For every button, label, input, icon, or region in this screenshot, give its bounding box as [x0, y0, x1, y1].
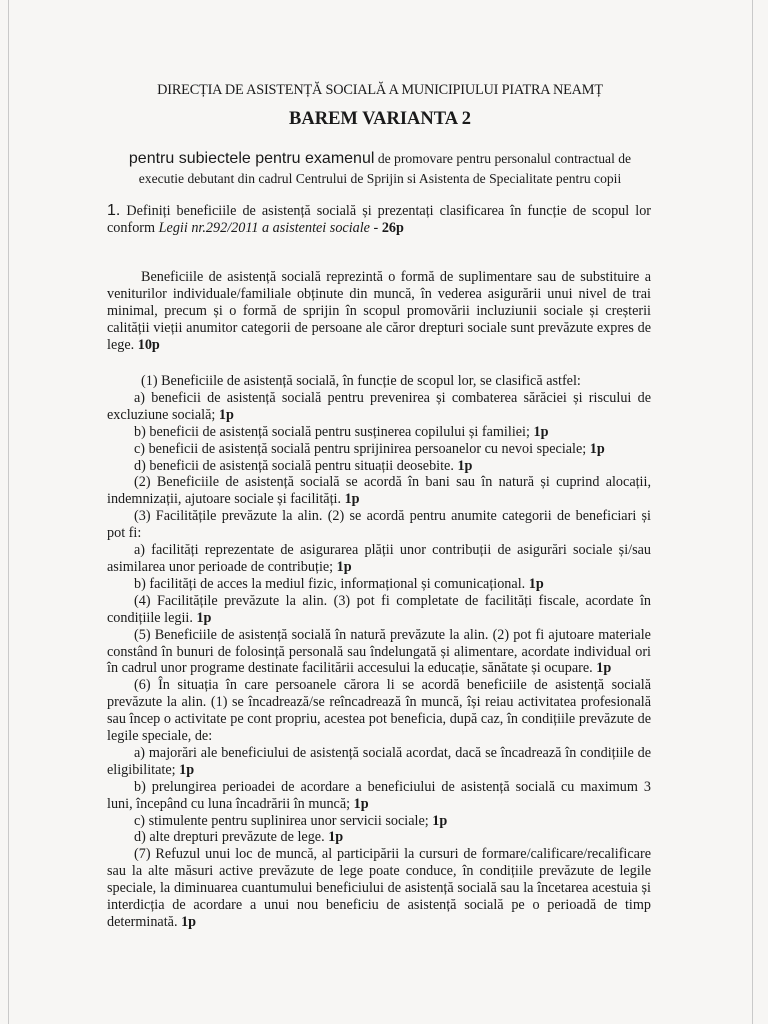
list-line-text: c) beneficii de asistență socială pentru sprijinirea persoanelor cu nevoi speciale;: [134, 440, 587, 457]
list-line: [107, 390, 651, 407]
list-line: [107, 677, 651, 694]
intro-line: minimal, precum și o formă de sprijin în scopul promovării incluziunii sociale și creșterii: [107, 302, 651, 319]
list-line-text: excluziune socială;: [107, 406, 216, 423]
list-line-text: prevăzute la alin. (1) se încadrează/se reîncadrează în muncă, își reiau activitatea profesională: [107, 694, 651, 711]
scan-edge-right: [752, 0, 753, 1024]
list-line-text: d) alte drepturi prevăzute de lege.: [134, 829, 325, 846]
list-line: [107, 424, 651, 441]
subtitle-line2: executie debutant din cadrul Centrului de Sprijin si Asistenta de Specialitate pentru copii: [138, 171, 622, 186]
intro-line: veniturilor individuale/familiale obținute din muncă, în vederea asigurării unui nivel de trai: [107, 285, 651, 302]
list-line: [107, 897, 651, 914]
institution-header: DIRECȚIA DE ASISTENȚĂ SOCIALĂ A MUNICIPIULUI PIATRA NEAMȚ: [157, 82, 603, 98]
list-line: [107, 559, 651, 576]
list-line-text: b) facilități de acces la mediul fizic, informațional și comunicațional.: [134, 575, 526, 592]
list-line: [107, 863, 651, 880]
list-line-text: b) prelungirea perioadei de acordare a beneficiului de asistență socială cu maximum 3: [134, 778, 651, 795]
list-line: [107, 441, 651, 458]
list-line-text: (6) În situația în care persoanele cărora li se acordă beneficiile de asistență socială: [134, 677, 651, 694]
points-label: 1p: [589, 440, 605, 457]
list-line-text: d) beneficii de asistență socială pentru situații deosebite.: [134, 457, 454, 474]
list-line: [107, 880, 651, 897]
question-points: 26p: [381, 219, 404, 236]
list-line: [107, 796, 651, 813]
list-line-text: (3) Facilitățile prevăzute la alin. (2) se acordă pentru anumite categorii de beneficiari și: [134, 508, 651, 525]
list-line-text: legile speciale, de:: [107, 728, 213, 745]
list-line-text: condițiile legii.: [107, 609, 193, 626]
list-line-text: (7) Refuzul unui loc de muncă, al participării la cursuri de formare/calificare/recalificare: [134, 846, 651, 863]
subtitle-part2: de promovare pentru personalul contractual de: [377, 151, 632, 166]
list-line-text: luni, începând cu luna încadrării în muncă;: [107, 795, 351, 812]
list-line: [107, 407, 651, 424]
points-label: 1p: [533, 423, 549, 440]
question-text: Definiți beneficiile de asistență socială și prezentați clasificarea în funcție de scopul lor: [126, 203, 652, 219]
list-line: [107, 711, 651, 728]
list-line: [107, 525, 651, 542]
list-line-text: a) facilități reprezentate de asigurarea plății unor contribuții de asigurări sociale și/sau: [134, 542, 651, 559]
points-label: 1p: [432, 812, 448, 829]
points-label: 1p: [181, 914, 197, 930]
list-line-text: (4) Facilitățile prevăzute la alin. (3) pot fi completate de facilități fiscale, acordate în: [134, 592, 651, 609]
list-line: [107, 593, 651, 610]
list-line: [107, 829, 651, 846]
list-line-text: b) beneficii de asistență socială pentru susținerea copilului și familiei;: [134, 423, 530, 440]
list-line: [107, 627, 651, 644]
points-label: 1p: [196, 609, 212, 626]
list-line-text: pot fi:: [107, 525, 142, 542]
scan-edge-left: [8, 0, 9, 1024]
list-line: [107, 542, 651, 559]
list-line: [107, 458, 651, 475]
points-label: 1p: [336, 558, 352, 575]
points-label: 1p: [353, 795, 369, 812]
intro-line: Beneficiile de asistență socială reprezintă o formă de suplimentare sau de substituire a: [141, 269, 651, 285]
document-subtitle: [100, 149, 660, 189]
question-sep: -: [373, 219, 379, 236]
list-line: [107, 491, 651, 508]
list-line: [107, 373, 651, 390]
question-law: Legii nr.292/2011 a asistentei sociale: [158, 219, 370, 236]
list-line-text: indemnizații, ajutoare sociale și facilități.: [107, 491, 342, 508]
classification-list: [107, 373, 651, 931]
list-line-text: asimilarea unor perioade de contribuție;: [107, 558, 334, 575]
list-line: [107, 694, 651, 711]
list-line-text: speciale, la diminuarea cuantumului beneficiului de asistență socială sau la încetarea acestuia și: [107, 880, 651, 897]
list-line-text: (1) Beneficiile de asistență socială, în funcție de scopul lor, se clasifică astfel:: [141, 373, 581, 389]
list-line-text: sau încep o activitate pe cont propriu, acestea pot beneficia, după caz, în condițiile prevăzute de: [107, 711, 651, 728]
points-label: 1p: [218, 406, 234, 423]
list-line: [107, 779, 651, 796]
list-line-text: a) majorări ale beneficiului de asistență socială acordat, dacă se încadrează în condițiile de: [134, 744, 651, 761]
document-title: BAREM VARIANTA 2: [289, 109, 471, 129]
list-line-text: în cadrul unor programe destinate facilitării accesului la educație, sănătate și ocupare.: [107, 660, 593, 677]
intro-paragraph: [107, 269, 651, 354]
list-line: [107, 728, 651, 745]
question-number: 1.: [107, 202, 121, 219]
intro-points: 10p: [137, 336, 160, 353]
list-line: [107, 846, 651, 863]
question-1: [107, 203, 651, 237]
list-line-text: interdicția de acordare a unui nou beneficiu de asistență socială pe o perioadă de timp: [107, 897, 651, 914]
subtitle-part1: pentru subiectele pentru examenul: [128, 150, 375, 167]
list-line-text: determinată.: [107, 914, 178, 930]
list-line: [107, 914, 651, 931]
points-label: 1p: [457, 457, 473, 474]
points-label: 1p: [344, 491, 360, 508]
list-line: [107, 610, 651, 627]
list-line: [107, 508, 651, 525]
list-line-text: sau la alte măsuri active prevăzute de lege poate conduce, în condițiile prevăzute de legile: [107, 863, 651, 880]
list-line-text: c) stimulente pentru suplinirea unor servicii sociale;: [134, 812, 429, 829]
list-line: [107, 644, 651, 661]
intro-line: calității vieții anumitor categorii de persoane ale căror drepturi sociale sunt prevăzute expres de: [107, 319, 651, 336]
list-line-text: (5) Beneficiile de asistență socială în natură prevăzute la alin. (2) pot fi ajutoare materiale: [134, 626, 651, 643]
points-label: 1p: [528, 575, 544, 592]
points-label: 1p: [596, 660, 612, 677]
list-line: [107, 813, 651, 830]
list-line-text: constând în bunuri de folosință personală sau îndelungată și alimentare, acordate individual ori: [107, 643, 651, 660]
list-line: [107, 576, 651, 593]
points-label: 1p: [179, 761, 195, 778]
list-line: [107, 660, 651, 677]
points-label: 1p: [328, 829, 344, 846]
list-line: [107, 745, 651, 762]
intro-last: lege.: [107, 336, 135, 353]
list-line-text: eligibilitate;: [107, 761, 176, 778]
list-line-text: a) beneficii de asistență socială pentru prevenirea și combaterea sărăciei și riscului de: [134, 389, 651, 406]
question-text-2: conform: [107, 219, 156, 236]
list-line-text: (2) Beneficiile de asistență socială se acordă în bani sau în natură și cuprind alocații,: [134, 474, 651, 491]
list-line: [107, 762, 651, 779]
list-line: [107, 474, 651, 491]
